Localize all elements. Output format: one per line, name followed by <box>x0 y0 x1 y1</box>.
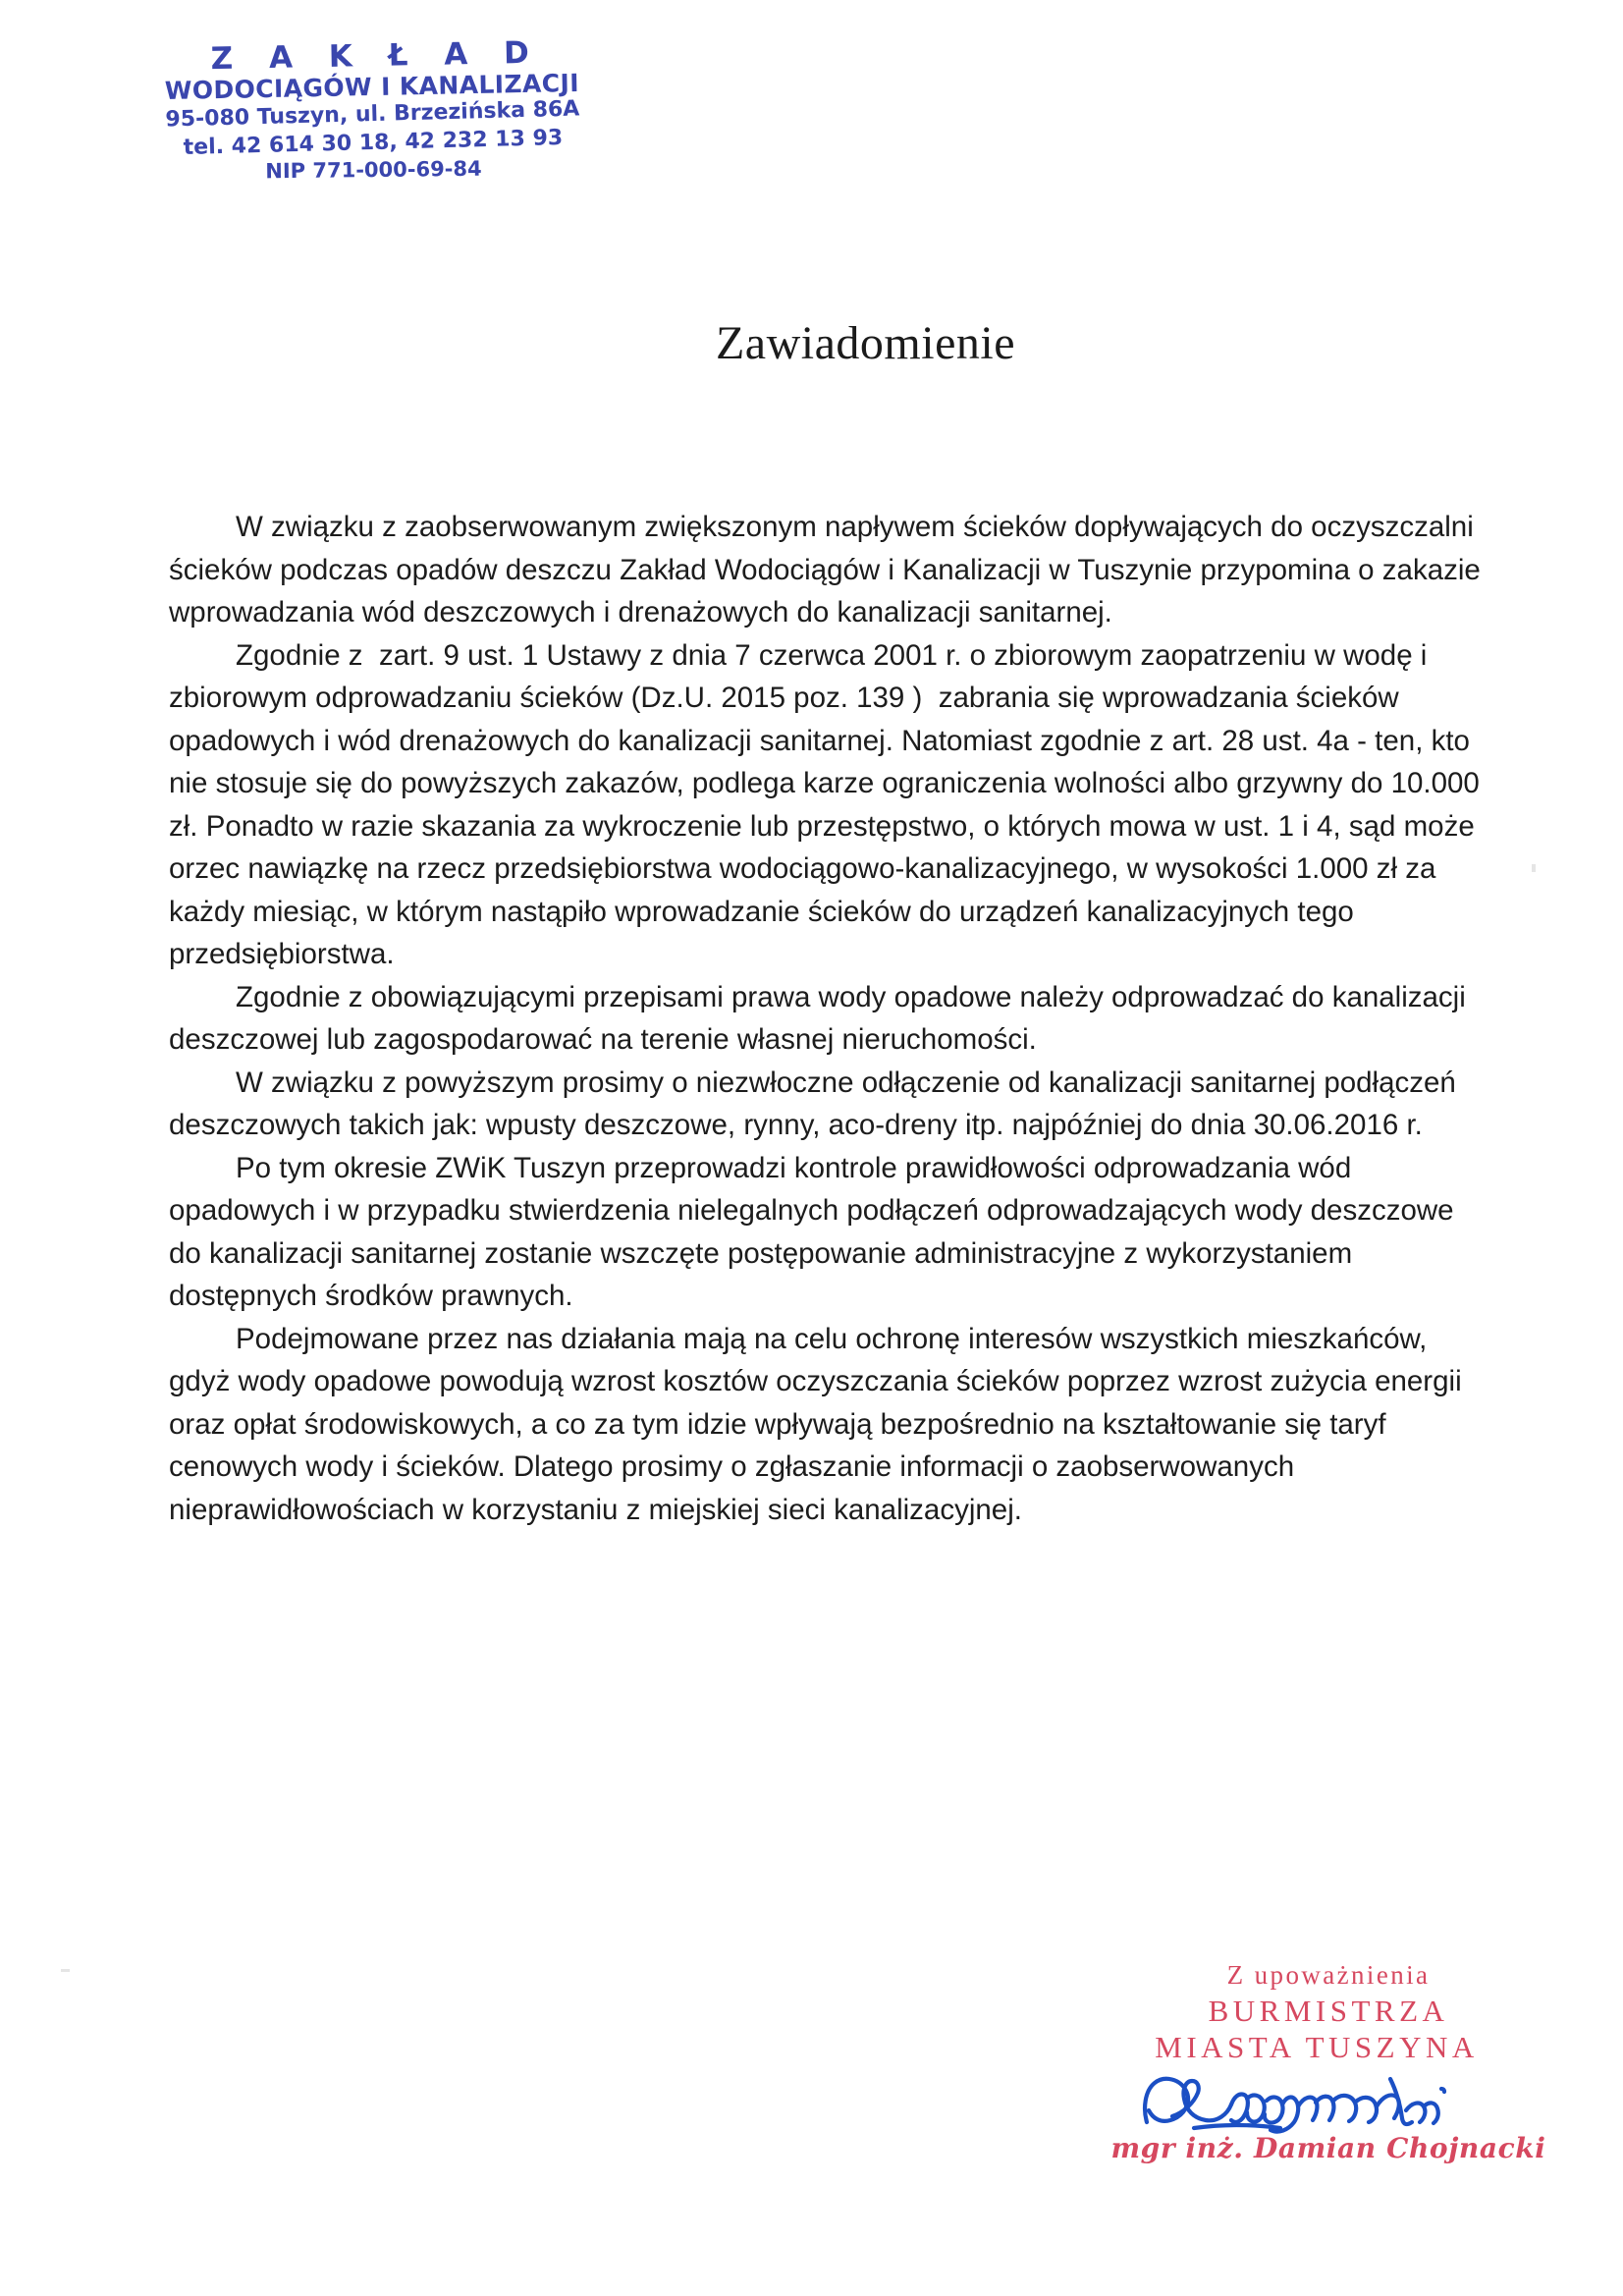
stamp-address: 95-080 Tuszyn, ul. Brzezińska 86A <box>165 96 580 133</box>
body-paragraph: Zgodnie z obowiązującymi przepisami prawa wody opadowe należy odprowadzać do kanalizacji deszczowej lub zagospodarować na terenie własnej nieruchomości. <box>169 980 1474 1056</box>
stamp-org-line2: WODOCIĄGÓW I KANALIZACJI <box>164 68 580 105</box>
signature-name: mgr inż. Damian Chojnacki <box>1110 2132 1546 2165</box>
signature-authorization-line: Z upoważnienia <box>1226 1960 1431 1990</box>
body-paragraph: Podejmowane przez nas działania mają na celu ochronę interesów wszystkich mieszkańców, gdyż wody opadowe powodują wzrost kosztów oczyszczania ścieków poprzez wzrost zużycia energii oraz opłat środowiskowych, a co za tym idzie wpływają bezpośrednio na kształtowanie się taryf cenowych wody i ścieków. Dlatego prosimy o zgłaszanie informacji o zaobserwowanych nieprawidłowościach w korzystaniu z miejskiej sieci kanalizacyjnej. <box>169 1322 1470 1526</box>
scan-artifact <box>61 1969 70 1972</box>
signature-role-line2: MIASTA TUSZYNA <box>1155 2029 1479 2064</box>
scan-artifact <box>1532 864 1536 872</box>
company-stamp <box>116 35 629 189</box>
page-title: Zawiadomienie <box>715 317 1016 369</box>
body-paragraph: Zgodnie z zart. 9 ust. 1 Ustawy z dnia 7 czerwca 2001 r. o zbiorowym zaopatrzeniu w wodę i zbiorowym odprowadzaniu ścieków (Dz.U. 2015 poz. 139 ) zabrania się wprowadzania ścieków opadowych i wód drenażowych do kanalizacji sanitarnej. Natomiast zgodnie z art. 28 ust. 4a - ten, kto nie stosuje się do powyższych zakazów, podlega karze ograniczenia wolności albo grzywny do 10.000 zł. Ponadto w razie skazania za wykroczenie lub przestępstwo, o których mowa w ust. 1 i 4, sąd może orzec nawiązkę na rzecz przedsiębiorstwa wodociągowo-kanalizacyjnego, w wysokości 1.000 zł za każdy miesiąc, w którym nastąpiło wprowadzanie ścieków do urządzeń kanalizacyjnych tego przedsiębiorstwa. <box>169 638 1488 970</box>
body-paragraph: W związku z powyższym prosimy o niezwłoczne odłączenie od kanalizacji sanitarnej podłączeń deszczowych takich jak: wpusty deszczowe, rynny, aco-dreny itp. najpóźniej do dnia 30.06.2016 r. <box>169 1066 1465 1141</box>
stamp-phone: tel. 42 614 30 18, 42 232 13 93 <box>183 125 564 160</box>
stamp-nip: NIP 771-000-69-84 <box>265 156 482 184</box>
handwritten-signature-icon <box>1133 2067 1457 2138</box>
stamp-org-line1: Z A K Ł A D <box>210 34 543 78</box>
document-body <box>169 506 1489 1531</box>
body-paragraph: Po tym okresie ZWiK Tuszyn przeprowadzi kontrole prawidłowości odprowadzania wód opadowych i w przypadku stwierdzenia nielegalnych podłączeń odprowadzających wody deszczowe do kanalizacji sanitarnej zostanie wszczęte postępowanie administracyjne z wykorzystaniem dostępnych środków prawnych. <box>169 1151 1462 1312</box>
signature-block <box>1098 1959 1559 2164</box>
body-paragraph: W związku z zaobserwowanym zwiększonym napływem ścieków dopływających do oczyszczalni ścieków podczas opadów deszczu Zakład Wodociągów i Kanalizacji w Tuszynie przypomina o zakazie wprowadzania wód deszczowych i drenażowych do kanalizacji sanitarnej. <box>169 511 1489 629</box>
signature-role-line1: BURMISTRZA <box>1208 1993 1449 2028</box>
